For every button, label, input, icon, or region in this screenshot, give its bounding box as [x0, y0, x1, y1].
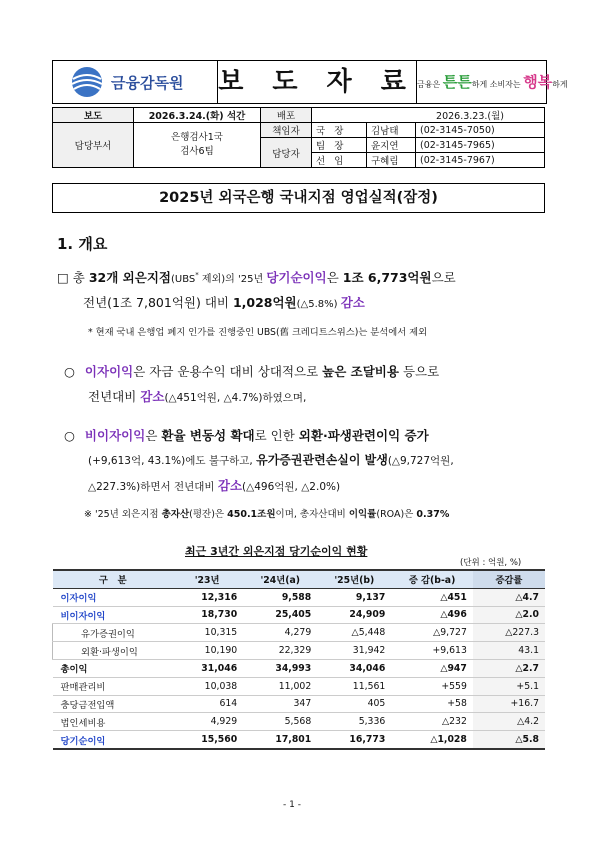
- contact-phone: (02-3145-7965): [416, 138, 545, 153]
- column-header: 구 분: [53, 570, 171, 588]
- table-cell: 4,279: [243, 624, 317, 642]
- contact-role: 팀 장: [312, 138, 367, 153]
- distribution-label: 배포: [261, 108, 312, 123]
- text: (△451억원, △4.7%)하였으며,: [164, 392, 307, 404]
- org-name: 금융감독원: [111, 74, 184, 92]
- text: 등으로: [398, 364, 440, 379]
- document-title: 2025년 외국은행 국내지점 영업실적(잠정): [52, 183, 545, 213]
- text: 총: [72, 270, 89, 285]
- release-info-table: [52, 107, 545, 168]
- table-cell: △5.8: [473, 731, 545, 749]
- table-cell: +9,613: [391, 642, 473, 660]
- table-cell: 15,560: [171, 731, 243, 749]
- table-cell: 9,588: [243, 588, 317, 606]
- table-row: [53, 713, 546, 731]
- column-header: '24년(a): [243, 570, 317, 588]
- table-cell: 11,561: [317, 677, 391, 695]
- table-cell: 4,929: [171, 713, 243, 731]
- footnote-mark: *: [195, 270, 199, 279]
- table-cell: +5.1: [473, 677, 545, 695]
- row-label: 당기순이익: [53, 731, 171, 749]
- table-row: [53, 588, 546, 606]
- table-cell: 614: [171, 695, 243, 713]
- table-cell: 43.1: [473, 642, 545, 660]
- text: △227.3%)하면서 전년대비: [88, 481, 218, 493]
- text: 이며, 총자산대비: [275, 509, 349, 520]
- slogan-part: 튼튼: [442, 73, 472, 91]
- table-cell: △947: [391, 659, 473, 677]
- summary-line-1: [57, 268, 456, 286]
- report-label: 보도: [53, 108, 134, 123]
- text: 으로: [431, 270, 456, 285]
- slogan-part: 행복: [523, 73, 553, 91]
- table-cell: 25,405: [243, 606, 317, 624]
- dept-value: [134, 123, 261, 168]
- text: 은: [145, 428, 162, 443]
- table-cell: △451: [391, 588, 473, 606]
- text: (ROA)은: [376, 509, 417, 520]
- circle-bullet-icon: ○: [64, 364, 75, 379]
- section-heading: 1. 개요: [57, 235, 108, 253]
- summary-line-2: [83, 293, 365, 311]
- row-label: 판매관리비: [53, 677, 171, 695]
- slogan-part: 하게 소비자는: [471, 80, 524, 89]
- non-interest-line-2: [88, 451, 454, 468]
- press-header: [52, 60, 568, 104]
- table-cell: 31,942: [317, 642, 391, 660]
- text: 32개 외은지점: [88, 270, 171, 285]
- responsible-label: 책임자: [261, 123, 312, 138]
- table-row: [53, 677, 546, 695]
- table-cell: △232: [391, 713, 473, 731]
- contact-name: 구혜림: [367, 153, 416, 168]
- table-header-row: [53, 570, 546, 588]
- in-charge-label: 담당자: [261, 138, 312, 168]
- interest-income-line-1: [64, 362, 439, 380]
- table-unit: (단위 : 억원, %): [460, 558, 522, 568]
- text: 제외)의 '25년: [198, 274, 267, 285]
- text: 전년대비: [88, 389, 141, 404]
- table-row: [53, 659, 546, 677]
- text: 총자산: [161, 509, 190, 520]
- table-cell: 347: [243, 695, 317, 713]
- table-cell: 34,993: [243, 659, 317, 677]
- column-header: 증감률: [473, 570, 545, 588]
- table-title: 최근 3년간 외은지점 당기순이익 현황: [185, 545, 368, 558]
- table-cell: 5,568: [243, 713, 317, 731]
- table-cell: △2.0: [473, 606, 545, 624]
- text: 이익률: [348, 509, 377, 520]
- table-cell: 11,002: [243, 677, 317, 695]
- table-row: [53, 606, 546, 624]
- contact-name: 김남태: [367, 123, 416, 138]
- text: (+9,613억, 43.1%)에도 불구하고,: [88, 455, 257, 467]
- text: 은: [326, 270, 343, 285]
- slogan-part: 금융은: [417, 80, 443, 89]
- page-number: - 1 -: [283, 800, 301, 810]
- table-cell: △2.7: [473, 659, 545, 677]
- text: (△5.8%): [296, 299, 341, 310]
- table-cell: 10,038: [171, 677, 243, 695]
- footnote-ubs: * 현재 국내 은행업 폐지 인가를 진행중인 UBS(舊 크레디트스위스)는 분석에서 제외: [88, 327, 428, 338]
- contact-role: 선 임: [312, 153, 367, 168]
- report-date: 2026.3.24.(화) 석간: [134, 108, 261, 123]
- text: 외환·파생관련이익 증가: [298, 428, 429, 443]
- row-label: 법인세비용: [53, 713, 171, 731]
- text: 로 인한: [254, 428, 299, 443]
- square-bullet-icon: □: [57, 270, 69, 285]
- table-cell: +559: [391, 677, 473, 695]
- table-cell: △4.2: [473, 713, 545, 731]
- row-label: 외환·파생이익: [53, 642, 171, 660]
- table-cell: △1,028: [391, 731, 473, 749]
- table-cell: 17,801: [243, 731, 317, 749]
- table-row: [53, 624, 546, 642]
- row-label: 충당금전입액: [53, 695, 171, 713]
- column-header: '23년: [171, 570, 243, 588]
- fss-logo: [53, 61, 218, 103]
- table-cell: 34,046: [317, 659, 391, 677]
- distribution-date: 2026.3.23.(월): [312, 108, 545, 123]
- table-row: [53, 731, 546, 749]
- text: 높은 조달비용: [322, 364, 399, 379]
- text: (△9,727억원,: [387, 455, 454, 467]
- table-cell: 12,316: [171, 588, 243, 606]
- text: 이자이익: [84, 364, 134, 379]
- table-cell: △4.7: [473, 588, 545, 606]
- assets-note: [84, 506, 449, 520]
- text: (△496억원, △2.0%): [242, 481, 341, 493]
- team-name: 검사6팀: [180, 146, 214, 157]
- row-label: 비이자이익: [53, 606, 171, 624]
- table-cell: 22,329: [243, 642, 317, 660]
- table-cell: 405: [317, 695, 391, 713]
- press-title: 보 도 자 료: [218, 61, 417, 103]
- table-cell: △227.3: [473, 624, 545, 642]
- column-header: '25년(b): [317, 570, 391, 588]
- table-cell: 18,730: [171, 606, 243, 624]
- table-cell: +58: [391, 695, 473, 713]
- text: (평잔)은: [189, 509, 228, 520]
- text: 450.1조원: [227, 509, 276, 520]
- table-row: [53, 642, 546, 660]
- text: 유가증권관련손실이 발생: [256, 453, 388, 467]
- column-header: 증 감(b-a): [391, 570, 473, 588]
- text: (UBS: [170, 274, 196, 285]
- table-cell: 10,315: [171, 624, 243, 642]
- table-cell: △9,727: [391, 624, 473, 642]
- table-cell: 10,190: [171, 642, 243, 660]
- text: 비이자이익: [84, 428, 146, 443]
- contact-phone: (02-3145-7967): [416, 153, 545, 168]
- text: 감소: [140, 389, 165, 404]
- interest-income-line-2: [88, 387, 306, 405]
- non-interest-line-3: [88, 476, 340, 494]
- text: ※ '25년 외은지점: [84, 509, 162, 520]
- text: 1조 6,773억원: [342, 270, 432, 285]
- table-cell: 5,336: [317, 713, 391, 731]
- table-row: [53, 695, 546, 713]
- fss-logo-icon: [67, 65, 107, 99]
- dept-name: 은행검사1국: [171, 132, 223, 143]
- text: 당기순이익: [266, 270, 327, 285]
- table-cell: 24,909: [317, 606, 391, 624]
- text: 1,028억원: [232, 295, 297, 310]
- dept-label: 담당부서: [53, 123, 134, 168]
- table-cell: △496: [391, 606, 473, 624]
- row-label: 유가증권이익: [53, 624, 171, 642]
- text: 전년(1조 7,801억원) 대비: [83, 295, 233, 310]
- contact-role: 국 장: [312, 123, 367, 138]
- table-cell: 31,046: [171, 659, 243, 677]
- net-income-table: [52, 569, 545, 750]
- circle-bullet-icon: ○: [64, 428, 75, 443]
- table-cell: △5,448: [317, 624, 391, 642]
- contact-phone: (02-3145-7050): [416, 123, 545, 138]
- text: 감소: [340, 295, 365, 310]
- text: 환율 변동성 확대: [161, 428, 255, 443]
- table-cell: 9,137: [317, 588, 391, 606]
- contact-name: 윤지연: [367, 138, 416, 153]
- table-cell: 16,773: [317, 731, 391, 749]
- text: 은 자금 운용수익 대비 상대적으로: [133, 364, 323, 379]
- non-interest-line-1: [64, 426, 429, 444]
- row-label: 총이익: [53, 659, 171, 677]
- table-cell: +16.7: [473, 695, 545, 713]
- text: 0.37%: [416, 509, 450, 520]
- slogan: [417, 61, 568, 103]
- slogan-part: 하게: [552, 80, 568, 89]
- row-label: 이자이익: [53, 588, 171, 606]
- text: 감소: [217, 478, 243, 493]
